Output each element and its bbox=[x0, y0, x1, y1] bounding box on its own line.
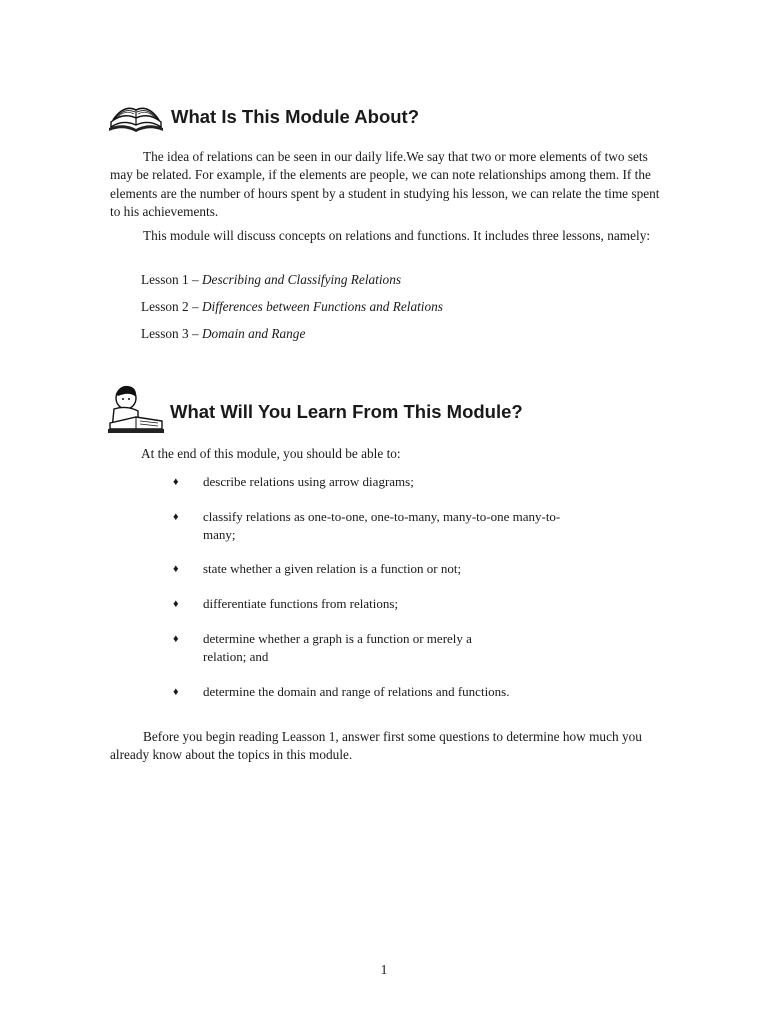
lessons-intro-paragraph: This module will discuss concepts on relations and functions. It includes three lessons, namely: bbox=[143, 228, 651, 243]
lesson-title: Describing and Classifying Relations bbox=[201, 272, 402, 287]
bullet-icon: ♦ bbox=[173, 633, 179, 645]
objective-item: determine the domain and range of relations and functions. bbox=[203, 684, 510, 699]
bullet-icon: ♦ bbox=[173, 563, 179, 575]
section-heading-learn: What Will You Learn From This Module? bbox=[170, 401, 523, 422]
lesson-label: Lesson 3 – bbox=[141, 326, 199, 341]
lesson-title: Differences between Functions and Relations bbox=[201, 299, 443, 314]
page-number: 1 bbox=[380, 962, 388, 977]
objective-item: classify relations as one-to-one, one-to-many, many-to-one many-to-many; bbox=[203, 509, 561, 542]
objectives-intro: At the end of this module, you should be able to: bbox=[141, 446, 401, 461]
bullet-icon: ♦ bbox=[173, 511, 179, 523]
lesson-item bbox=[141, 326, 305, 342]
objective-item: differentiate functions from relations; bbox=[203, 596, 399, 611]
bullet-icon: ♦ bbox=[173, 476, 179, 488]
bullet-icon: ♦ bbox=[173, 598, 179, 610]
bullet-icon: ♦ bbox=[173, 686, 179, 698]
section-heading-about: What Is This Module About? bbox=[171, 106, 420, 127]
objective-item: determine whether a graph is a function or merely a relation; and bbox=[203, 631, 472, 664]
lesson-item bbox=[141, 272, 401, 288]
intro-paragraph: The idea of relations can be seen in our daily life.We say that two or more elements of two sets may be related. For example, if the elements are people, we can note relationships among them. If the elements are the number of hours spent by a student in studying his lesson, we can relate the time spent to his achievements. bbox=[110, 149, 660, 219]
open-book-icon bbox=[107, 100, 165, 134]
closing-paragraph: Before you begin reading Leasson 1, answer first some questions to determine how much you already know about the topics in this module. bbox=[110, 729, 642, 763]
lesson-item bbox=[141, 299, 443, 315]
lesson-label: Lesson 2 – bbox=[141, 299, 199, 314]
lesson-label: Lesson 1 – bbox=[141, 272, 199, 287]
student-reading-icon bbox=[106, 383, 166, 435]
objective-item: describe relations using arrow diagrams; bbox=[203, 474, 414, 489]
lesson-title: Domain and Range bbox=[201, 326, 306, 341]
objective-item: state whether a given relation is a function or not; bbox=[203, 561, 462, 576]
